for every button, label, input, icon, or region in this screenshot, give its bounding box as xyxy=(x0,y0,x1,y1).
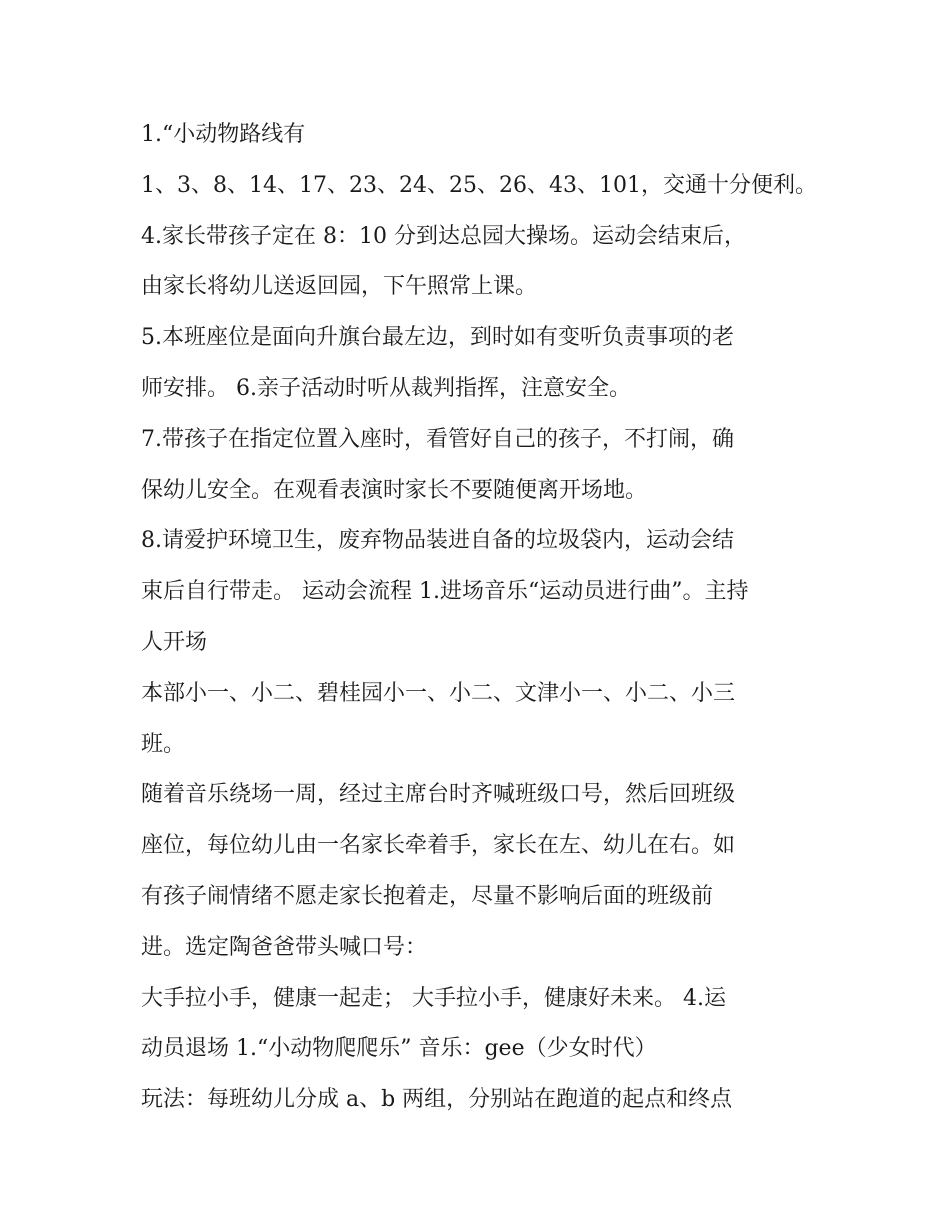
text-line: 进。选定陶爸爸带头喊口号： xyxy=(141,934,428,960)
document-body xyxy=(141,110,821,1126)
text-line: 4.家长带孩子定在 8：10 分到达总园大操场。运动会结束后， xyxy=(141,223,746,249)
text-line: 玩法：每班幼儿分成 a、b 两组，分别站在跑道的起点和终点 xyxy=(141,1087,733,1113)
text-line: 5.本班座位是面向升旗台最左边，到时如有变听负责事项的老 xyxy=(141,325,734,351)
text-line: 由家长将幼儿送返回园，下午照常上课。 xyxy=(141,274,538,300)
text-line: 班。 xyxy=(141,731,186,757)
text-line: 本部小一、小二、碧桂园小一、小二、文津小一、小二、小三 xyxy=(141,680,736,706)
text-line: 束后自行带走。 运动会流程 1.进场音乐“运动员进行曲”。主持 xyxy=(141,579,749,605)
text-line: 人开场 xyxy=(141,629,208,655)
text-line: 8.请爱护环境卫生，废弃物品装进自备的垃圾袋内，运动会结 xyxy=(141,528,734,554)
text-line: 1.“小动物路线有 xyxy=(141,122,306,147)
text-line: 动员退场 1.“小动物爬爬乐” 音乐：gee（少女时代） xyxy=(141,1036,657,1062)
text-line: 有孩子闹情绪不愿走家长抱着走，尽量不影响后面的班级前 xyxy=(141,883,714,909)
text-line: 师安排。 6.亲子活动时听从裁判指挥，注意安全。 xyxy=(141,375,631,401)
text-line: 保幼儿安全。在观看表演时家长不要随便离开场地。 xyxy=(141,477,648,503)
text-line: 座位，每位幼儿由一名家长牵着手，家长在左、幼儿在右。如 xyxy=(141,833,736,859)
text-line: 大手拉小手，健康一起走； 大手拉小手，健康好未来。 4.运 xyxy=(141,985,726,1011)
text-line: 随着音乐绕场一周，经过主席台时齐喊班级口号，然后回班级 xyxy=(141,782,736,808)
text-line: 1、3、8、14、17、23、24、25、26、43、101，交通十分便利。 xyxy=(141,172,817,198)
text-line: 7.带孩子在指定位置入座时，看管好自己的孩子，不打闹，确 xyxy=(141,426,734,452)
